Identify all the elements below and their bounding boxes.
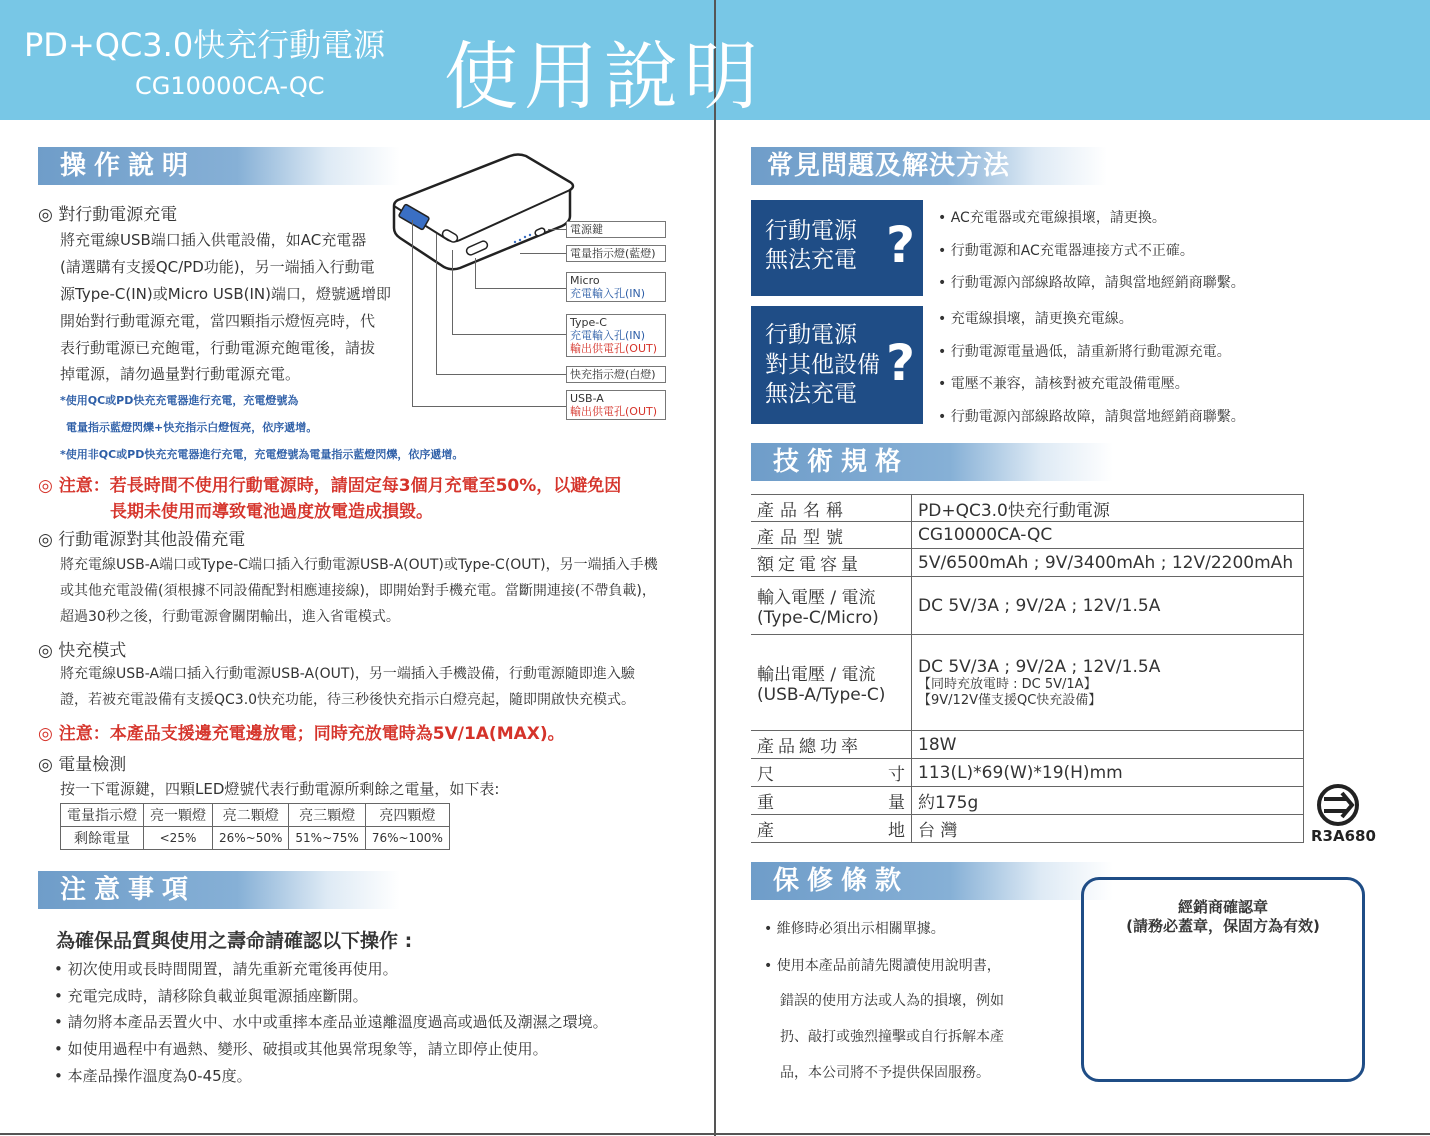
warranty-item: 品，本公司將不予提供保固服務。 bbox=[780, 1065, 990, 1081]
label-battery-indicator: 電量指示燈(藍燈) bbox=[566, 245, 666, 262]
table-cell: 76%~100% bbox=[365, 827, 449, 850]
section-warranty-title: 保修條款 bbox=[751, 862, 1113, 900]
callout-line bbox=[452, 334, 566, 335]
spec-value: 約175g bbox=[912, 787, 1304, 815]
battery-level-table bbox=[60, 803, 450, 850]
spec-value: 台 灣 bbox=[912, 815, 1304, 843]
warranty-item: 錯誤的使用方法或人為的損壞，例如 bbox=[780, 993, 1004, 1009]
table-row bbox=[751, 731, 1304, 759]
center-fold-line bbox=[714, 0, 716, 1136]
bsmi-certification-icon bbox=[1315, 782, 1361, 828]
table-cell: 26%~50% bbox=[213, 827, 289, 850]
product-title: PD+QC3.0快充行動電源 bbox=[24, 26, 386, 64]
spec-value: 18W bbox=[912, 731, 1304, 759]
charge-bank-line: (請選購有支援QC/PD功能)，另一端插入行動電 bbox=[60, 258, 375, 276]
label-fast-indicator: 快充指示燈(白燈) bbox=[566, 366, 666, 383]
charge-other-heading: ◎ 行動電源對其他設備充電 bbox=[38, 530, 246, 550]
callout-line bbox=[475, 288, 566, 289]
spec-value: PD+QC3.0快充行動電源 bbox=[912, 495, 1304, 522]
power-bank-illustration bbox=[390, 152, 580, 272]
spec-value: 5V/6500mAh ; 9V/3400mAh ; 12V/2200mAh bbox=[912, 549, 1304, 577]
warranty-item: 扔、敲打或強烈撞擊或自行拆解本產 bbox=[780, 1029, 1004, 1045]
label-power-key: 電源鍵 bbox=[566, 221, 666, 238]
spec-key: 重 量 bbox=[751, 787, 912, 815]
faq-answer: • 充電線損壞，請更換充電線。 bbox=[938, 311, 1133, 327]
faq-answer: • 行動電源電量過低，請重新將行動電源充電。 bbox=[938, 344, 1231, 360]
spec-key: 尺 寸 bbox=[751, 759, 912, 787]
callout-line bbox=[452, 250, 453, 334]
precaution-item: • 本產品操作溫度為0-45度。 bbox=[54, 1067, 252, 1085]
fast-mode-line: 將充電線USB-A端口插入行動電源USB-A(OUT)，另一端插入手機設備，行動電源隨即進入驗 bbox=[60, 666, 635, 682]
qc-note-2: 電量指示藍燈閃爍+快充指示白燈恆亮，依序遞增。 bbox=[66, 421, 318, 434]
table-cell: 亮三顆燈 bbox=[289, 804, 365, 827]
charge-other-line: 或其他充電設備(須根據不同設備配對相應連接線)，即開始對手機充電。當斷開連接(不帶負載)， bbox=[60, 583, 656, 599]
faq-answer: • 行動電源內部線路故障，請與當地經銷商聯繫。 bbox=[938, 275, 1245, 291]
table-row bbox=[751, 522, 1304, 549]
charge-bank-line: 掉電源，請勿過量對行動電源充電。 bbox=[60, 365, 301, 383]
bottom-border bbox=[0, 1133, 1430, 1135]
model-number: CG10000CA-QC bbox=[135, 72, 325, 100]
level-intro: 按一下電源鍵，四顆LED燈號代表行動電源所剩餘之電量，如下表: bbox=[60, 780, 500, 798]
cert-code: R3A680 bbox=[1311, 827, 1376, 845]
callout-line bbox=[436, 374, 566, 375]
dealer-stamp-box bbox=[1081, 877, 1365, 1082]
callout-line bbox=[436, 234, 437, 374]
warning-storage-cont: 長期未使用而導致電池過度放電造成損毀。 bbox=[110, 502, 433, 522]
charge-other-line: 超過30秒之後，行動電源會關閉輸出，進入省電模式。 bbox=[60, 609, 400, 625]
section-operation-title: 操作說明 bbox=[38, 147, 400, 185]
charge-bank-line: 將充電線USB端口插入供電設備，如AC充電器 bbox=[60, 231, 367, 249]
level-heading: ◎ 電量檢測 bbox=[38, 755, 127, 775]
precaution-item: • 如使用過程中有過熱、變形、破損或其他異常現象等，請立即停止使用。 bbox=[54, 1040, 548, 1058]
callout-line bbox=[475, 258, 476, 288]
label-micro-port: Micro 充電輸入孔(IN) bbox=[566, 272, 666, 302]
section-specs-title: 技術規格 bbox=[751, 443, 1113, 481]
stamp-title: 經銷商確認章 bbox=[1177, 898, 1268, 916]
warning-passthrough: ◎ 注意：本產品支援邊充電邊放電；同時充放電時為5V/1A(MAX)。 bbox=[38, 724, 565, 744]
section-faq-title: 常見問題及解決方法 bbox=[751, 147, 1107, 185]
table-row bbox=[751, 787, 1304, 815]
precaution-item: • 初次使用或長時間閒置，請先重新充電後再使用。 bbox=[54, 960, 398, 978]
faq-answer: • AC充電器或充電線損壞，請更換。 bbox=[938, 210, 1166, 226]
non-qc-note: *使用非QC或PD快充充電器進行充電，充電燈號為電量指示藍燈閃爍，依序遞增。 bbox=[60, 448, 464, 461]
table-row bbox=[751, 495, 1304, 522]
header-right bbox=[716, 0, 1430, 120]
charge-bank-line: 表行動電源已充飽電，行動電源充飽電後，請拔 bbox=[60, 339, 376, 357]
precaution-item: • 充電完成時，請移除負載並與電源插座斷開。 bbox=[54, 987, 368, 1005]
label-usba-port: USB-A 輸出供電孔(OUT) bbox=[566, 390, 666, 420]
faq-answer: • 電壓不兼容，請核對被充電設備電壓。 bbox=[938, 376, 1189, 392]
table-row bbox=[751, 577, 1304, 635]
spec-key: 額定電容量 bbox=[751, 549, 912, 577]
table-cell: 亮二顆燈 bbox=[213, 804, 289, 827]
charge-bank-line: 開始對行動電源充電，當四顆指示燈恆亮時，代 bbox=[60, 312, 376, 330]
table-cell: <25% bbox=[144, 827, 213, 850]
spec-key: 產品名稱 bbox=[751, 495, 912, 522]
warranty-item: • 維修時必須出示相關單據。 bbox=[764, 921, 945, 937]
table-cell: 電量指示燈 bbox=[61, 804, 144, 827]
table-row bbox=[61, 827, 450, 850]
stamp-subtitle: (請務必蓋章，保固方為有效) bbox=[1126, 917, 1320, 935]
callout-line bbox=[412, 406, 566, 407]
warning-storage: ◎ 注意：若長時間不使用行動電源時，請固定每3個月充電至50%，以避免因 bbox=[38, 476, 622, 496]
spec-key: 輸入電壓 / 電流 (Type-C/Micro) bbox=[751, 577, 912, 635]
table-cell: 亮一顆燈 bbox=[144, 804, 213, 827]
table-cell: 51%~75% bbox=[289, 827, 365, 850]
warranty-item: • 使用本產品前請先閱讀使用說明書， bbox=[764, 958, 1001, 974]
callout-line bbox=[520, 253, 566, 254]
faq-answer: • 行動電源內部線路故障，請與當地經銷商聯繫。 bbox=[938, 409, 1245, 425]
spec-key: 輸出電壓 / 電流 (USB-A/Type-C) bbox=[751, 635, 912, 731]
label-typec-port: Type-C 充電輸入孔(IN) 輸出供電孔(OUT) bbox=[566, 314, 666, 357]
charge-bank-heading: ◎ 對行動電源充電 bbox=[38, 205, 178, 225]
manual-title: 使用說明 bbox=[444, 34, 764, 120]
spec-value: DC 5V/3A ; 9V/2A ; 12V/1.5A 【同時充放電時 : DC 5V/1A】 【9V/12V僅支援QC快充設備】 bbox=[912, 635, 1304, 731]
callout-line bbox=[548, 229, 566, 230]
table-row bbox=[751, 549, 1304, 577]
table-row bbox=[61, 804, 450, 827]
precautions-heading: 為確保品質與使用之壽命請確認以下操作 : bbox=[56, 930, 413, 952]
spec-key: 產品型號 bbox=[751, 522, 912, 549]
table-cell: 剩餘電量 bbox=[61, 827, 144, 850]
table-row bbox=[751, 635, 1304, 731]
table-row bbox=[751, 815, 1304, 843]
question-mark-icon: ? bbox=[885, 334, 915, 392]
table-row bbox=[751, 759, 1304, 787]
spec-value: 113(L)*69(W)*19(H)mm bbox=[912, 759, 1304, 787]
charge-bank-line: 源Type-C(IN)或Micro USB(IN)端口，燈號遞增即 bbox=[60, 285, 391, 303]
faq-question-1: 行動電源 無法充電 ? bbox=[751, 200, 923, 296]
spec-table bbox=[751, 494, 1304, 843]
spec-key: 產品總功率 bbox=[751, 731, 912, 759]
spec-value: DC 5V/3A ; 9V/2A ; 12V/1.5A bbox=[912, 577, 1304, 635]
spec-key: 產 地 bbox=[751, 815, 912, 843]
spec-value: CG10000CA-QC bbox=[912, 522, 1304, 549]
question-mark-icon: ? bbox=[885, 216, 915, 274]
charge-other-line: 將充電線USB-A端口或Type-C端口插入行動電源USB-A(OUT)或Type-C(OUT)，另一端插入手機 bbox=[60, 557, 658, 573]
precaution-item: • 請勿將本產品丟置火中、水中或重摔本產品並遠離溫度過高或過低及潮濕之環境。 bbox=[54, 1013, 608, 1031]
table-cell: 亮四顆燈 bbox=[365, 804, 449, 827]
faq-question-2: 行動電源 對其他設備 無法充電 ? bbox=[751, 306, 923, 424]
faq-answer: • 行動電源和AC充電器連接方式不正確。 bbox=[938, 243, 1194, 259]
fast-mode-heading: ◎ 快充模式 bbox=[38, 641, 127, 661]
section-precautions-title: 注意事項 bbox=[38, 871, 400, 909]
callout-line bbox=[412, 220, 413, 406]
qc-note-1: *使用QC或PD快充充電器進行充電，充電燈號為 bbox=[60, 394, 299, 407]
fast-mode-line: 證，若被充電設備有支援QC3.0快充功能，待三秒後快充指示白燈亮起，隨即開啟快充模式。 bbox=[60, 692, 636, 708]
